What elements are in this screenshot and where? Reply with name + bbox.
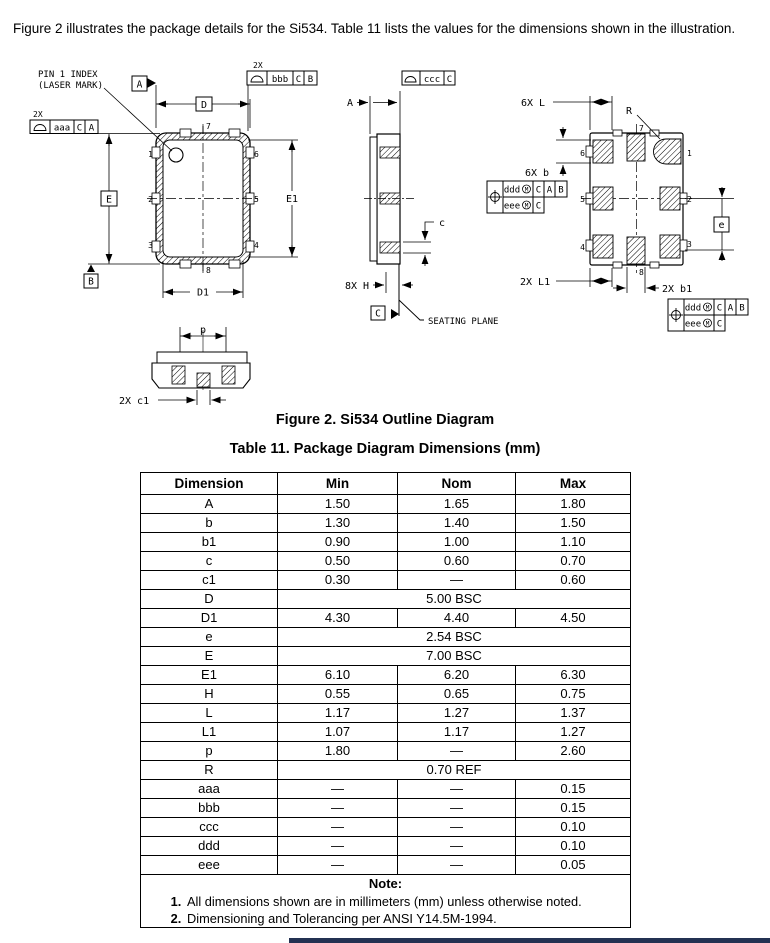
dim-cell: aaa bbox=[141, 780, 278, 799]
dim-e-pitch bbox=[685, 187, 734, 261]
min-cell: — bbox=[278, 837, 398, 856]
dim-cell: eee bbox=[141, 856, 278, 875]
pin1-leader bbox=[104, 88, 172, 151]
svg-text:4: 4 bbox=[254, 241, 259, 250]
datum-a-flag bbox=[132, 76, 156, 91]
dim-e1-label: E1 bbox=[285, 194, 299, 205]
max-cell: 0.60 bbox=[516, 571, 631, 590]
min-cell: 1.80 bbox=[278, 742, 398, 761]
col-header-max: Max bbox=[516, 473, 631, 495]
min-cell: 1.50 bbox=[278, 495, 398, 514]
dim-cell: D1 bbox=[141, 609, 278, 628]
note-text: All dimensions shown are in millimeters (mm) unless otherwise noted. bbox=[187, 894, 582, 909]
table-row bbox=[141, 761, 631, 780]
dim-r-label: R bbox=[626, 106, 633, 117]
dim-b1-label: 2X b1 bbox=[662, 284, 693, 295]
svg-text:1: 1 bbox=[687, 149, 692, 158]
nom-cell: 1.65 bbox=[398, 495, 516, 514]
min-cell: 4.30 bbox=[278, 609, 398, 628]
svg-text:B: B bbox=[307, 75, 314, 85]
nom-cell: 0.60 bbox=[398, 552, 516, 571]
max-cell: 1.50 bbox=[516, 514, 631, 533]
table-row bbox=[141, 799, 631, 818]
min-cell: 0.90 bbox=[278, 533, 398, 552]
max-cell: 1.27 bbox=[516, 723, 631, 742]
min-cell: 0.55 bbox=[278, 685, 398, 704]
outline-diagram bbox=[0, 58, 770, 430]
table-row bbox=[141, 609, 631, 628]
nom-cell: — bbox=[398, 818, 516, 837]
dim-cell: A bbox=[141, 495, 278, 514]
svg-text:C: C bbox=[535, 201, 542, 212]
table-row bbox=[141, 818, 631, 837]
nom-cell: 1.17 bbox=[398, 723, 516, 742]
dim-cell: L bbox=[141, 704, 278, 723]
footer-bar bbox=[289, 938, 770, 943]
span-cell: 7.00 BSC bbox=[278, 647, 631, 666]
svg-text:bbb: bbb bbox=[271, 75, 289, 85]
dim-cell: E1 bbox=[141, 666, 278, 685]
svg-text:(LASER MARK): (LASER MARK) bbox=[38, 81, 104, 91]
col-header-min: Min bbox=[278, 473, 398, 495]
min-cell: 0.50 bbox=[278, 552, 398, 571]
svg-text:M: M bbox=[705, 304, 710, 312]
svg-text:7: 7 bbox=[206, 122, 211, 131]
svg-text:PIN 1 INDEX: PIN 1 INDEX bbox=[38, 70, 98, 80]
table-row bbox=[141, 628, 631, 647]
col-header-dimension: Dimension bbox=[141, 473, 278, 495]
dim-cell: p bbox=[141, 742, 278, 761]
table-row bbox=[141, 856, 631, 875]
max-cell: 0.75 bbox=[516, 685, 631, 704]
min-cell: 1.30 bbox=[278, 514, 398, 533]
pin1-round-pad bbox=[654, 139, 682, 164]
dim-l-label: 6X L bbox=[521, 98, 546, 109]
dim-cell: ccc bbox=[141, 818, 278, 837]
table-row bbox=[141, 533, 631, 552]
dim-cell: L1 bbox=[141, 723, 278, 742]
note-number: 1. bbox=[170, 894, 182, 909]
package-outline-drawing bbox=[0, 58, 770, 430]
svg-text:5: 5 bbox=[254, 195, 259, 204]
svg-text:8: 8 bbox=[639, 268, 644, 277]
nom-cell: — bbox=[398, 742, 516, 761]
table-row bbox=[141, 666, 631, 685]
table-row bbox=[141, 837, 631, 856]
intro-paragraph: Figure 2 illustrates the package details for the Si534. Table 11 lists the values for the dimensions shown in the illustration. bbox=[13, 20, 736, 36]
svg-text:B: B bbox=[558, 185, 564, 196]
datum-c-label: C bbox=[375, 308, 381, 320]
max-cell: 6.30 bbox=[516, 666, 631, 685]
dim-c-label: c bbox=[439, 218, 446, 229]
dim-cell: e bbox=[141, 628, 278, 647]
svg-text:C: C bbox=[76, 123, 83, 134]
svg-text:ddd: ddd bbox=[503, 185, 521, 196]
table-title: Table 11. Package Diagram Dimensions (mm) bbox=[229, 441, 541, 457]
dim-l1 bbox=[556, 268, 612, 287]
table-row bbox=[141, 780, 631, 799]
dim-p-label: p bbox=[199, 325, 207, 336]
dim-d-label: D bbox=[200, 100, 208, 111]
max-cell: 0.10 bbox=[516, 818, 631, 837]
dim-l1-label: 2X L1 bbox=[520, 277, 551, 288]
svg-text:A: A bbox=[727, 303, 734, 314]
datum-b-label: B bbox=[88, 276, 94, 288]
dim-e-pitch-label: e bbox=[718, 220, 725, 231]
svg-text:B: B bbox=[739, 303, 745, 314]
dim-cell: R bbox=[141, 761, 278, 780]
nom-cell: — bbox=[398, 837, 516, 856]
fcf-position-left bbox=[487, 181, 567, 213]
max-cell: 0.05 bbox=[516, 856, 631, 875]
span-cell: 2.54 BSC bbox=[278, 628, 631, 647]
dim-c1-label: 2X c1 bbox=[119, 396, 150, 407]
dim-cell: H bbox=[141, 685, 278, 704]
table-row bbox=[141, 495, 631, 514]
table-row bbox=[141, 590, 631, 609]
seating-plane-label: SEATING PLANE bbox=[428, 317, 499, 327]
min-cell: — bbox=[278, 856, 398, 875]
dim-c1 bbox=[158, 390, 226, 405]
svg-text:ddd: ddd bbox=[684, 303, 702, 314]
nom-cell: 1.27 bbox=[398, 704, 516, 723]
svg-text:M: M bbox=[524, 186, 529, 194]
svg-text:aaa: aaa bbox=[53, 123, 71, 134]
dim-b1 bbox=[613, 267, 659, 293]
nom-cell: 1.40 bbox=[398, 514, 516, 533]
svg-text:3: 3 bbox=[148, 241, 153, 250]
table-row bbox=[141, 571, 631, 590]
max-cell: 1.37 bbox=[516, 704, 631, 723]
svg-text:4: 4 bbox=[580, 243, 585, 252]
table-row bbox=[141, 704, 631, 723]
dim-cell: c1 bbox=[141, 571, 278, 590]
span-cell: 0.70 REF bbox=[278, 761, 631, 780]
dim-h bbox=[373, 272, 413, 293]
fcf-aaa-qty: 2X bbox=[33, 110, 43, 119]
dim-cell: b1 bbox=[141, 533, 278, 552]
span-cell: 5.00 BSC bbox=[278, 590, 631, 609]
svg-text:eee: eee bbox=[503, 201, 521, 212]
svg-text:2: 2 bbox=[687, 195, 692, 204]
table-row bbox=[141, 723, 631, 742]
fcf-aaa bbox=[30, 110, 98, 134]
table-row bbox=[141, 514, 631, 533]
nom-cell: — bbox=[398, 856, 516, 875]
table-row bbox=[141, 742, 631, 761]
svg-text:C: C bbox=[535, 185, 542, 196]
max-cell: 1.10 bbox=[516, 533, 631, 552]
max-cell: 1.80 bbox=[516, 495, 631, 514]
note-row bbox=[141, 875, 631, 928]
edge-view bbox=[119, 325, 250, 407]
dim-a-label: A bbox=[346, 98, 354, 109]
nom-cell: 1.00 bbox=[398, 533, 516, 552]
note-cell bbox=[141, 875, 631, 928]
svg-text:M: M bbox=[524, 202, 529, 210]
svg-text:8: 8 bbox=[206, 266, 211, 275]
svg-text:eee: eee bbox=[684, 319, 702, 330]
svg-text:ccc: ccc bbox=[423, 75, 441, 85]
pin1-note bbox=[38, 70, 103, 91]
note-item bbox=[165, 911, 626, 926]
nom-cell: — bbox=[398, 571, 516, 590]
note-item bbox=[165, 894, 626, 909]
dim-h-label: 8X H bbox=[345, 281, 370, 292]
svg-text:1: 1 bbox=[148, 150, 153, 159]
note-label: Note: bbox=[368, 876, 403, 891]
dim-cell: D bbox=[141, 590, 278, 609]
dim-e-label: E bbox=[105, 194, 113, 206]
max-cell: 4.50 bbox=[516, 609, 631, 628]
table-row bbox=[141, 685, 631, 704]
min-cell: — bbox=[278, 780, 398, 799]
nom-cell: 0.65 bbox=[398, 685, 516, 704]
note-number: 2. bbox=[170, 911, 182, 926]
dim-cell: E bbox=[141, 647, 278, 666]
nom-cell: — bbox=[398, 780, 516, 799]
table-row bbox=[141, 552, 631, 571]
max-cell: 0.10 bbox=[516, 837, 631, 856]
svg-text:M: M bbox=[705, 320, 710, 328]
bottom-view bbox=[487, 96, 748, 331]
min-cell: 6.10 bbox=[278, 666, 398, 685]
svg-text:2: 2 bbox=[148, 195, 153, 204]
table-row bbox=[141, 647, 631, 666]
dim-cell: b bbox=[141, 514, 278, 533]
svg-text:6: 6 bbox=[254, 150, 259, 159]
min-cell: — bbox=[278, 799, 398, 818]
dim-cell: ddd bbox=[141, 837, 278, 856]
dim-cell: c bbox=[141, 552, 278, 571]
fcf-ccc bbox=[402, 71, 455, 85]
dim-d1-label: D1 bbox=[196, 287, 210, 299]
min-cell: 0.30 bbox=[278, 571, 398, 590]
dimensions-table bbox=[140, 472, 631, 928]
side-view bbox=[345, 71, 498, 327]
nom-cell: — bbox=[398, 799, 516, 818]
max-cell: 0.70 bbox=[516, 552, 631, 571]
dim-cell: bbb bbox=[141, 799, 278, 818]
svg-text:C: C bbox=[716, 319, 723, 330]
svg-text:7: 7 bbox=[639, 124, 644, 133]
svg-text:A: A bbox=[546, 185, 553, 196]
nom-cell: 6.20 bbox=[398, 666, 516, 685]
svg-text:6: 6 bbox=[580, 149, 585, 158]
fcf-bbb-qty: 2X bbox=[253, 61, 263, 70]
header-row bbox=[141, 473, 631, 495]
figure-caption: Figure 2. Si534 Outline Diagram bbox=[275, 412, 495, 428]
fcf-bbb bbox=[247, 61, 317, 131]
min-cell: — bbox=[278, 818, 398, 837]
datum-a-label: A bbox=[136, 79, 143, 91]
min-cell: 1.07 bbox=[278, 723, 398, 742]
max-cell: 0.15 bbox=[516, 780, 631, 799]
dim-b-label: 6X b bbox=[525, 168, 550, 179]
top-view bbox=[30, 61, 317, 299]
dim-a bbox=[357, 91, 400, 134]
note-text: Dimensioning and Tolerancing per ANSI Y14.5M-1994. bbox=[187, 911, 497, 926]
min-cell: 1.17 bbox=[278, 704, 398, 723]
col-header-nom: Nom bbox=[398, 473, 516, 495]
max-cell: 0.15 bbox=[516, 799, 631, 818]
dim-c bbox=[403, 222, 434, 266]
dim-l bbox=[553, 96, 612, 130]
svg-text:C: C bbox=[446, 75, 453, 85]
max-cell: 2.60 bbox=[516, 742, 631, 761]
fcf-position-right bbox=[668, 299, 748, 331]
nom-cell: 4.40 bbox=[398, 609, 516, 628]
svg-text:5: 5 bbox=[580, 195, 585, 204]
svg-text:A: A bbox=[88, 123, 95, 134]
svg-text:C: C bbox=[295, 75, 302, 85]
svg-text:3: 3 bbox=[687, 240, 692, 249]
svg-text:C: C bbox=[716, 303, 723, 314]
